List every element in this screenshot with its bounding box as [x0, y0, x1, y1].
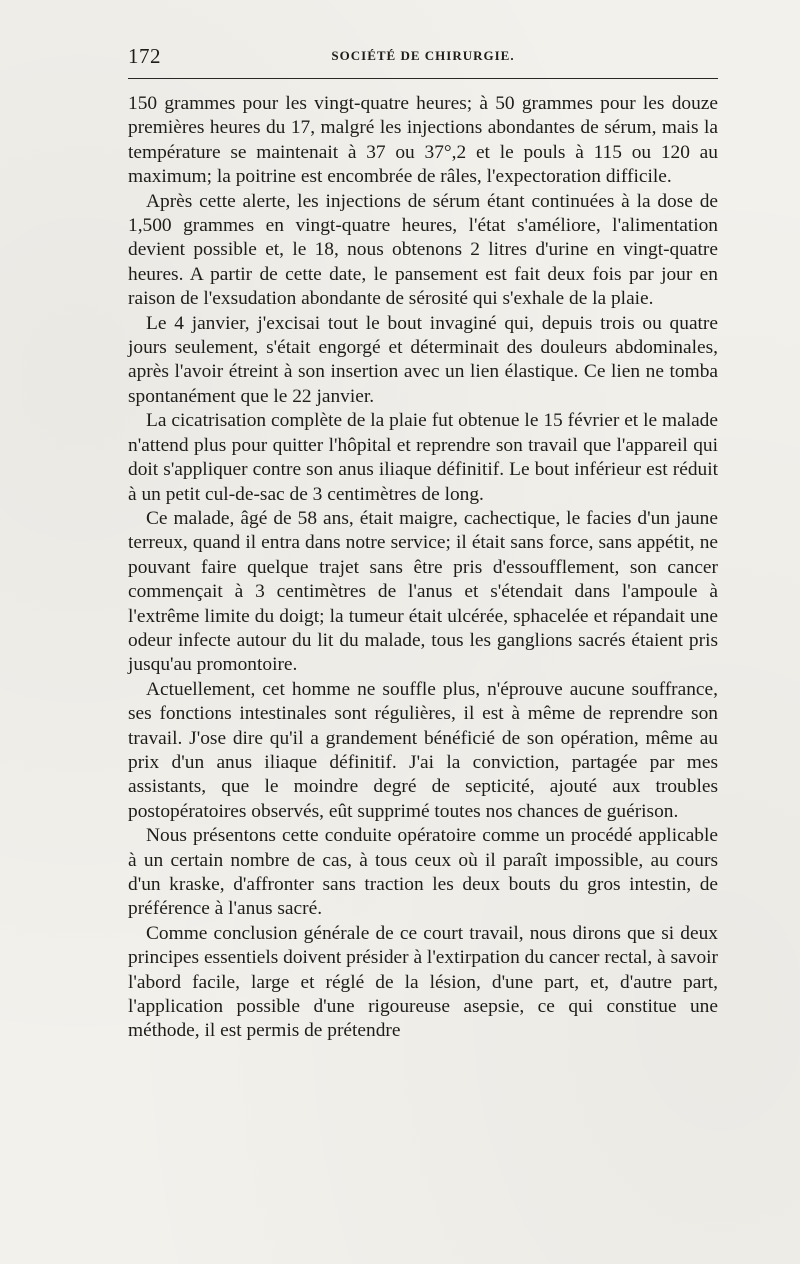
- paragraph: Comme conclusion générale de ce court travail, nous dirons que si deux principes essentiels doivent présider à l'extirpation du cancer rectal, à savoir l'abord facile, large et réglé de la lésion, d'une part, et, d'autre part, l'application possible d'une rigoureuse asepsie, ce qui constitue une méthode, il est permis de prétendre: [128, 922, 718, 1042]
- paragraph: Le 4 janvier, j'excisai tout le bout invaginé qui, depuis trois ou quatre jours seulement, s'était engorgé et déterminait des douleurs abdominales, après l'avoir étreint à son insertion avec un lien élastique. Ce lien ne tomba spontanément que le 22 janvier.: [128, 312, 718, 407]
- header-rule: [128, 78, 718, 79]
- paragraph: Nous présentons cette conduite opératoire comme un procédé applicable à un certain nombre de cas, à tous ceux où il paraît impossible, au cours d'un kraske, d'affronter sans traction les deux bouts du gros intestin, de préférence à l'anus sacré.: [128, 825, 718, 920]
- paragraph: Actuellement, cet homme ne souffle plus, n'éprouve aucune souffrance, ses fonctions intestinales sont régulières, il est à même de reprendre son travail. J'ose dire qu'il a grandement bénéficié de son opération, même au prix d'un anus iliaque définitif. J'ai la conviction, partagée par mes assistants, que le moindre degré de septicité, ajouté aux troubles postopératoires observés, eût supprimé toutes nos chances de guérison.: [128, 678, 718, 822]
- running-title: SOCIÉTÉ DE CHIRURGIE.: [331, 48, 515, 63]
- paragraph: Ce malade, âgé de 58 ans, était maigre, cachectique, le facies d'un jaune terreux, quand il entra dans notre service; il était sans force, sans appétit, ne pouvant faire quelque trajet sans être pris d'essoufflement, son cancer commençait à 3 centimètres de l'anus et s'étendait dans l'ampoule à l'extrême limite du doigt; la tumeur était ulcérée, sphacelée et répandait une odeur infecte autour du lit du malade, tous les ganglions sacrés étaient pris jusqu'au promontoire.: [128, 507, 718, 676]
- paragraph: Après cette alerte, les injections de sérum étant continuées à la dose de 1,500 grammes en vingt-quatre heures, l'état s'améliore, l'alimentation devient possible et, le 18, nous obtenons 2 litres d'urine en vingt-quatre heures. A partir de cette date, le pansement est fait deux fois par jour en raison de l'exsudation abondante de sérosité qui s'exhale de la plaie.: [128, 190, 718, 310]
- page-number: 172: [128, 44, 161, 68]
- paragraph: 150 grammes pour les vingt-quatre heures; à 50 grammes pour les douze premières heures du 17, malgré les injections abondantes de sérum, mais la température se maintenait à 37 ou 37°,2 et le pouls à 115 ou 120 au maximum; la poitrine est encombrée de râles, l'expectoration difficile.: [128, 93, 718, 188]
- body-text: [128, 92, 718, 1044]
- page-header: [128, 44, 718, 74]
- paragraph: La cicatrisation complète de la plaie fut obtenue le 15 février et le malade n'attend plus pour quitter l'hôpital et reprendre son travail que l'appareil qui doit s'appliquer contre son anus iliaque définitif. Le bout inférieur est réduit à un petit cul-de-sac de 3 centimètres de long.: [128, 410, 718, 505]
